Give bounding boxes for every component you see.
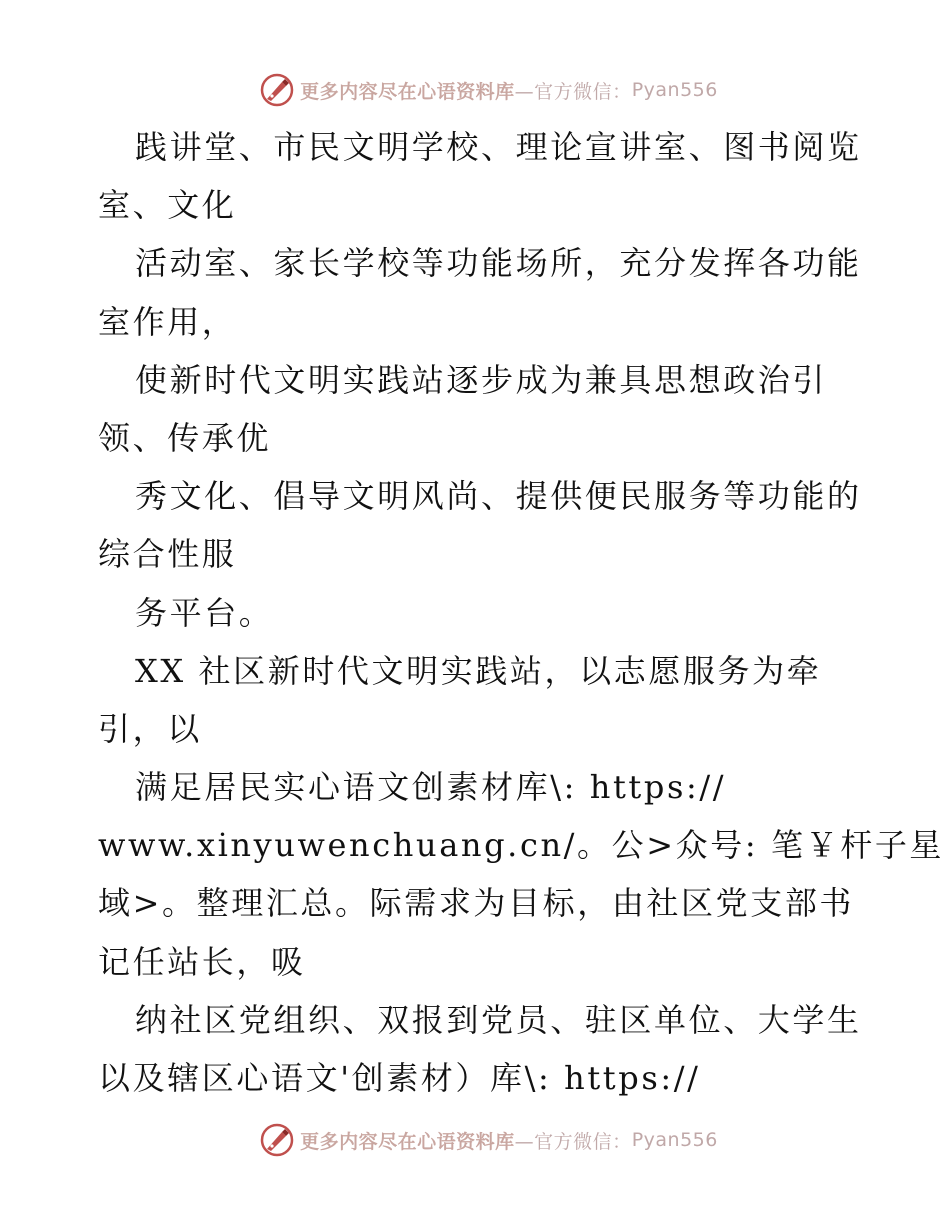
- footer-brand-text: 更多内容尽在心语资料库: [300, 1130, 515, 1153]
- text-line: 纳社区党组织、双报到党员、驻区单位、大学生: [135, 1000, 862, 1039]
- text-line: 记任站长，吸: [98, 942, 306, 981]
- text-line: 践讲堂、市民文明学校、理论宣讲室、图书阅览: [135, 128, 862, 166]
- header-wechat-id: Pyan556: [631, 79, 718, 101]
- text-line: 务平台。: [135, 593, 274, 632]
- header-brand-text: 更多内容尽在心语资料库: [300, 80, 515, 103]
- text-line: 室、文化: [98, 186, 237, 225]
- footer-banner: [0, 1120, 950, 1160]
- text-line: 活动室、家长学校等功能场所，充分发挥各功能: [135, 244, 862, 283]
- header-separator-text: —官方微信：: [514, 80, 632, 103]
- text-line: 域>。整理汇总。际需求为目标，由社区党支部书: [98, 884, 855, 923]
- text-line: 室作用，: [98, 302, 237, 341]
- text-line: 秀文化、倡导文明风尚、提供便民服务等功能的: [135, 477, 862, 516]
- header-banner: [0, 70, 950, 110]
- text-line: 综合性服: [98, 535, 237, 574]
- pen-logo-icon: [260, 73, 294, 107]
- text-line: 使新时代文明实践站逐步成为兼具思想政治引: [135, 360, 828, 399]
- text-line: XX 社区新时代文明实践站，以志愿服务为牵: [135, 651, 822, 690]
- footer-wechat-id: Pyan556: [631, 1129, 718, 1151]
- pen-logo-icon: [260, 1123, 294, 1157]
- footer-separator-text: —官方微信：: [514, 1130, 632, 1153]
- text-line: 满足居民实心语文创素材库\: https://: [135, 768, 727, 807]
- text-line: 领、传承优: [98, 418, 272, 457]
- text-line: 以及辖区心语文'创素材）库\: https://: [98, 1059, 701, 1097]
- text-line: www.xinyuwenchuang.cn/。公>众号: 笔￥杆子星: [98, 826, 945, 865]
- document-body: [98, 118, 945, 1107]
- text-line: 引，以: [98, 709, 202, 748]
